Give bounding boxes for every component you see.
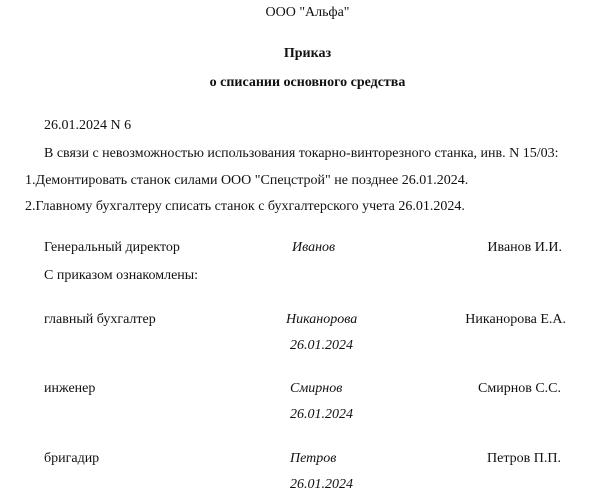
director-signature: Иванов (292, 240, 336, 255)
ack-signature: Петров (290, 451, 337, 466)
ack-name: Никанорова Е.А. (465, 312, 566, 327)
ack-position: бригадир (44, 451, 100, 466)
order-subtitle: о списании основного средства (209, 75, 406, 90)
ack-date: 26.01.2024 (290, 477, 353, 492)
ack-name: Смирнов С.С. (478, 381, 561, 396)
ack-name: Петров П.П. (487, 451, 561, 466)
director-position: Генеральный директор (44, 240, 180, 255)
ack-signature: Никанорова (286, 312, 358, 327)
ack-position: главный бухгалтер (44, 312, 156, 327)
order-item: 1.Демонтировать станок силами ООО "Спецстрой" не позднее 26.01.2024. (25, 173, 469, 188)
acknowledged-label: С приказом ознакомлены: (44, 268, 199, 283)
ack-position: инженер (44, 381, 96, 396)
director-name: Иванов И.И. (487, 240, 562, 255)
ack-date: 26.01.2024 (290, 338, 353, 353)
order-title: Приказ (283, 46, 332, 61)
order-date-number: 26.01.2024 N 6 (44, 118, 132, 133)
ack-signature: Смирнов (290, 381, 343, 396)
ack-date: 26.01.2024 (290, 407, 353, 422)
organization-name: ООО "Альфа" (265, 5, 350, 20)
order-item: 2.Главному бухгалтеру списать станок с бухгалтерского учета 26.01.2024. (25, 199, 465, 214)
order-preamble: В связи с невозможностью использования токарно-винторезного станка, инв. N 15/03: (44, 146, 559, 161)
